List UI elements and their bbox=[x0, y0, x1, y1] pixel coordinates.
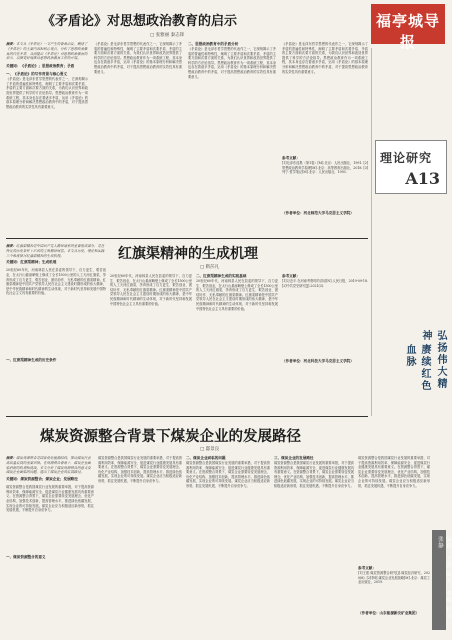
article1-heading1: 一、《矛盾论》的写作背景与核心要义 bbox=[6, 72, 68, 77]
article2-keywords: 关键词：红旗渠精神；生成机理 bbox=[6, 260, 57, 265]
article1-col1 bbox=[6, 42, 88, 232]
article2-col4 bbox=[282, 274, 368, 410]
section-name: 理论研究 bbox=[380, 151, 433, 165]
article1-title: 《矛盾论》对思想政治教育的启示 bbox=[42, 14, 238, 29]
article1-body-b: 《矛盾论》是毛泽东哲学思想的代表作之一，它深刻揭示了矛盾的普遍性和特殊性，阐明了主要矛盾和次要矛盾、矛盾的主要方面和次要方面的关系，为我们认识世界和改造世界提供了科学的方法论指导。思想政治教育作为一项系统工程，其本身也存在着诸多矛盾，运用《矛盾论》的基本原理分析和解决思想政治教育中的矛盾，对于提高思想政治教育的实效性具有重要意义。 bbox=[94, 42, 182, 74]
article2-refs-label: 参考文献： bbox=[282, 274, 300, 278]
article3-col1 bbox=[6, 456, 94, 634]
article3-byline: □ 邸景良 bbox=[200, 447, 220, 452]
article2-body-a: 20世纪60年代，河南林县人民在县委的领导下，自力更生、艰苦创业，在太行山悬崖峭壁上修成了全长1500公里的人工天河红旗渠，孕育形成了自力更生、艰苦创业、团结协作、无私奉献的红旗渠精神。红旗渠精神是中国共产党领导人民在社会主义建设时期形成的伟大精神，是中华民族精神和时代精神的生动体现，对于新时代坚持和发展中国特色社会主义具有重要的价值。 bbox=[6, 268, 106, 296]
article1-author-note: （作者单位：河北师范大学马克思主义学院） bbox=[282, 211, 354, 215]
section-tag bbox=[375, 140, 447, 194]
article2-col3 bbox=[196, 274, 278, 410]
article3-heading1: 一、煤炭资源整合的意义 bbox=[6, 555, 46, 560]
article3-body-e: 煤炭资源整合是我国煤炭行业发展的重要举措，对于提高资源利用效率、保障能源安全、促进煤炭行业健康发展具有重要意义。在资源整合背景下，煤炭企业需要转变发展理念，优化产业结构，加强技术创新，提高管理水平，推进绿色低碳发展，实现企业的可持续发展。煤炭企业应当积极适应新形势，抓住发展机遇，不断提升自身竞争力。 bbox=[358, 456, 430, 488]
article2-body-b: 20世纪60年代，河南林县人民在县委的领导下，自力更生、艰苦创业，在太行山悬崖峭壁上修成了全长1500公里的人工天河红旗渠，孕育形成了自力更生、艰苦创业、团结协作、无私奉献的红旗渠精神。红旗渠精神是中国共产党领导人民在社会主义建设时期形成的伟大精神，是中华民族精神和时代精神的生动体现，对于新时代坚持和发展中国特色社会主义具有重要的价值。 bbox=[110, 274, 192, 306]
divider-2 bbox=[6, 416, 368, 417]
article1-col4 bbox=[282, 42, 368, 232]
masthead-title: 福亭城导报 bbox=[375, 12, 440, 51]
article3-refs-label: 参考文献： bbox=[358, 566, 376, 570]
article3-col4 bbox=[274, 456, 354, 634]
article1-col3 bbox=[188, 42, 276, 232]
slogan-line1: 弘扬伟大精神 bbox=[420, 330, 446, 390]
article2-title: 红旗渠精神的生成机理 bbox=[118, 246, 258, 262]
article1-body-d: 《矛盾论》是毛泽东哲学思想的代表作之一，它深刻揭示了矛盾的普遍性和特殊性，阐明了主要矛盾和次要矛盾、矛盾的主要方面和次要方面的关系，为我们认识世界和改造世界提供了科学的方法论指导。思想政治教育作为一项系统工程，其本身也存在着诸多矛盾，运用《矛盾论》的基本原理分析和解决思想政治教育中的矛盾，对于提高思想政治教育的实效性具有重要意义。 bbox=[282, 42, 368, 74]
article3-heading2: 二、煤炭企业面临的问题 bbox=[186, 456, 226, 460]
article1-keywords: 关键词：《矛盾论》；思想政治教育；矛盾 bbox=[6, 64, 75, 69]
article3-author-note: （作者单位：山东能源新汶矿业集团） bbox=[358, 611, 420, 615]
article3-col3 bbox=[186, 456, 270, 634]
editor-credit-text: 编辑：王燕 版式：李娜 校对：张静 bbox=[437, 536, 451, 626]
article1-refs-label: 参考文献： bbox=[282, 156, 300, 160]
article3-body-c: 煤炭资源整合是我国煤炭行业发展的重要举措，对于提高资源利用效率、保障能源安全、促进煤炭行业健康发展具有重要意义。在资源整合背景下，煤炭企业需要转变发展理念，优化产业结构，加强技术创新，提高管理水平，推进绿色低碳发展，实现企业的可持续发展。煤炭企业应当积极适应新形势，抓住发展机遇，不断提升自身竞争力。 bbox=[186, 461, 270, 488]
article2-col1 bbox=[6, 244, 106, 410]
article2-refs: [1]习近平.在河南考察时的讲话[N].人民日报，2019-09-18. [2]中共党史研究[J].2021(3). bbox=[282, 279, 368, 288]
article1-refs: [1]毛泽东选集（第1卷）[M].北京：人民出版社，1991. [2]思想政治教育学原理[M].北京：高等教育出版社，2018. [3]列宁.哲学笔记[M].北京：人民出版社，1993. bbox=[282, 161, 368, 175]
article3-body-b: 煤炭资源整合是我国煤炭行业发展的重要举措，对于提高资源利用效率、保障能源安全、促进煤炭行业健康发展具有重要意义。在资源整合背景下，煤炭企业需要转变发展理念，优化产业结构，加强技术创新，提高管理水平，推进绿色低碳发展，实现企业的可持续发展。煤炭企业应当积极适应新形势，抓住发展机遇，不断提升自身竞争力。 bbox=[98, 456, 182, 483]
article2-heading1: 一、红旗渠精神生成的历史条件 bbox=[6, 358, 57, 363]
article2-abstract-label: 摘要： bbox=[6, 244, 17, 248]
article3-body-a: 煤炭资源整合是我国煤炭行业发展的重要举措，对于提高资源利用效率、保障能源安全、促进煤炭行业健康发展具有重要意义。在资源整合背景下，煤炭企业需要转变发展理念，优化产业结构，加强技术创新，提高管理水平，推进绿色低碳发展，实现企业的可持续发展。煤炭企业应当积极适应新形势，抓住发展机遇，不断提升自身竞争力。 bbox=[6, 485, 94, 513]
article1-byline: □ 张雅丽 秦志锋 bbox=[150, 33, 185, 38]
article1-body-a: 《矛盾论》是毛泽东哲学思想的代表作之一，它深刻揭示了矛盾的普遍性和特殊性，阐明了主要矛盾和次要矛盾、矛盾的主要方面和次要方面的关系，为我们认识世界和改造世界提供了科学的方法论指导。思想政治教育作为一项系统工程，其本身也存在着诸多矛盾，运用《矛盾论》的基本原理分析和解决思想政治教育中的矛盾，对于提高思想政治教育的实效性具有重要意义。 bbox=[6, 77, 88, 109]
editor-credit-tab bbox=[432, 530, 451, 630]
divider-1 bbox=[6, 238, 368, 239]
article3-body-d: 煤炭资源整合是我国煤炭行业发展的重要举措，对于提高资源利用效率、保障能源安全、促进煤炭行业健康发展具有重要意义。在资源整合背景下，煤炭企业需要转变发展理念，优化产业结构，加强技术创新，提高管理水平，推进绿色低碳发展，实现企业的可持续发展。煤炭企业应当积极适应新形势，抓住发展机遇，不断提升自身竞争力。 bbox=[274, 461, 354, 488]
article3-abstract: 煤炭资源整合是国家优化能源结构、推动煤炭行业高质量发展的重要举措。在资源整合背景下，煤炭企业面临着新的机遇和挑战。本文分析了煤炭资源整合的意义及煤炭企业面临的问题，提出了煤炭企业的发展路径。 bbox=[6, 456, 91, 475]
article3-refs: [1]王建.煤炭资源整合研究[J].煤炭经济研究，2020(6). [2]李明.煤炭企业发展战略[M].北京：煤炭工业出版社，2019. bbox=[358, 571, 430, 585]
article3-title: 煤炭资源整合背景下煤炭企业的发展路径 bbox=[40, 428, 301, 445]
page-number: A13 bbox=[405, 169, 440, 188]
article1-body-c: 《矛盾论》是毛泽东哲学思想的代表作之一，它深刻揭示了矛盾的普遍性和特殊性，阐明了主要矛盾和次要矛盾、矛盾的主要方面和次要方面的关系，为我们认识世界和改造世界提供了科学的方法论指导。思想政治教育作为一项系统工程，其本身也存在着诸多矛盾，运用《矛盾论》的基本原理分析和解决思想政治教育中的矛盾，对于提高思想政治教育的实效性具有重要意义。 bbox=[188, 47, 276, 79]
article3-keywords: 关键词：煤炭资源整合；煤炭企业；发展路径 bbox=[6, 477, 78, 482]
article1-heading2: 二、思想政治教育中的矛盾分析 bbox=[188, 42, 239, 46]
article1-abstract-label: 摘要： bbox=[6, 42, 17, 46]
slogan-line2: 赓续红色血脉 bbox=[404, 344, 430, 392]
article2-byline: □ 靳莎凡 bbox=[200, 265, 220, 270]
article2-heading2: 二、红旗渠精神生成的实践基础 bbox=[196, 274, 247, 278]
article3-col5 bbox=[358, 456, 430, 634]
article3-heading3: 三、煤炭企业的发展路径 bbox=[274, 456, 314, 460]
right-column-rule bbox=[371, 48, 372, 416]
article2-author-note: （作者单位：河北科技大学马克思主义学院） bbox=[282, 359, 354, 363]
slogan-banner bbox=[380, 330, 446, 400]
article2-abstract: 红旗渠精神是中国共产党人精神谱系的重要组成部分，是在特定的历史条件下形成的宝贵精神财富。本文从历史、理论和实践三个维度探讨红旗渠精神的生成机理。 bbox=[6, 244, 105, 258]
article3-abstract-label: 摘要： bbox=[6, 456, 17, 460]
masthead-logo bbox=[371, 4, 445, 51]
article2-body-c: 20世纪60年代，河南林县人民在县委的领导下，自力更生、艰苦创业，在太行山悬崖峭壁上修成了全长1500公里的人工天河红旗渠，孕育形成了自力更生、艰苦创业、团结协作、无私奉献的红旗渠精神。红旗渠精神是中国共产党领导人民在社会主义建设时期形成的伟大精神，是中华民族精神和时代精神的生动体现，对于新时代坚持和发展中国特色社会主义具有重要的价值。 bbox=[196, 279, 278, 311]
article1-abstract: 本文从《矛盾论》一文产生的背景出发，概述了《矛盾论》的主要内容和核心观点，分析了思想政治教育的内在矛盾，从而提出《矛盾论》对思想政治教育的启示，以期更好地推动思想政治教育工作的开展。 bbox=[6, 42, 88, 61]
